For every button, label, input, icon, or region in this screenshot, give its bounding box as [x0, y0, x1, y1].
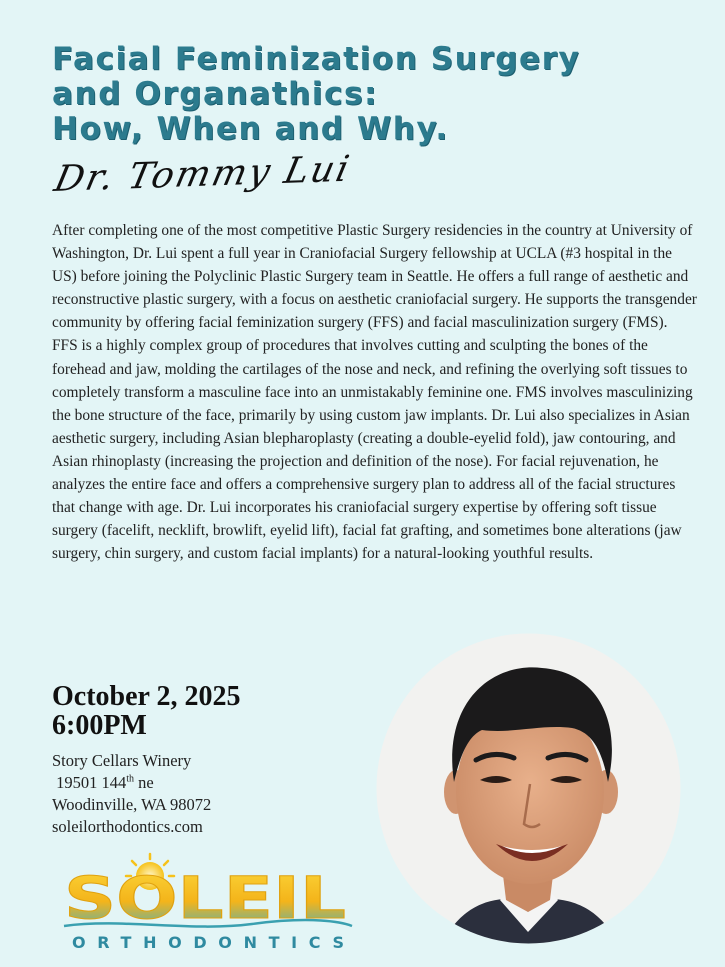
event-time: 6:00PM: [52, 710, 147, 741]
speaker-signature: Dr. Tommy Lui: [50, 148, 355, 200]
event-date: October 2, 2025: [52, 681, 241, 712]
street-suffix: th: [126, 773, 135, 785]
event-title: [52, 42, 672, 147]
venue-street: [52, 772, 211, 794]
title-line-3: How, When and Why.: [52, 111, 449, 147]
title-line-2: and Organathics:: [52, 76, 379, 112]
street-rest: ne: [134, 773, 154, 792]
logo-subtitle: ORTHODONTICS: [72, 933, 344, 952]
speaker-bio: After completing one of the most competitive Plastic Surgery residencies in the country at University of Washington, Dr. Lui spent a full year in Craniofacial Surgery fellowship at UCLA (#3 hospital in the US) before joining the Polyclinic Plastic Surgery team in Seattle. He offers a full range of aesthetic and reconstructive plastic surgery, with a focus on aesthetic craniofacial surgery. He supports the transgender community by offering facial feminization surgery (FFS) and facial masculinization surgery (FMS). FFS is a highly complex group of procedures that involves cutting and sculpting the bones of the forehead and jaw, molding the cartilages of the nose and neck, and refining the overlying soft tissues to completely transform a masculine face into an unmistakably feminine one. FMS involves masculinizing the bone structure of the face, primarily by using custom jaw implants. Dr. Lui also specializes in Asian aesthetic surgery, including Asian blepharoplasty (creating a double-eyelid fold), jaw contouring, and Asian rhinoplasty (increasing the projection and definition of the nose). For facial rejuvenation, he analyzes the entire face and offers a comprehensive surgery plan to address all of the facial structures that change with age. Dr. Lui incorporates his craniofacial surgery expertise by offering soft tissue surgery (facelift, necklift, browlift, eyelid lift), facial fat grafting, and sometimes bone alterations (jaw surgery, chin surgery, and custom facial implants) for a natural-looking youthful results.: [52, 222, 697, 563]
soleil-logo: [52, 852, 372, 952]
title-line-1: Facial Feminization Surgery: [52, 41, 581, 77]
venue-city: Woodinville, WA 98072: [52, 795, 212, 814]
venue-block: [52, 750, 211, 838]
website-link[interactable]: soleilorthodontics.com: [52, 817, 203, 836]
venue-name: Story Cellars Winery: [52, 751, 192, 770]
street-number: 19501 144: [56, 773, 127, 792]
speaker-photo: [372, 632, 685, 945]
logo-wordmark: SOLEIL: [64, 864, 346, 932]
